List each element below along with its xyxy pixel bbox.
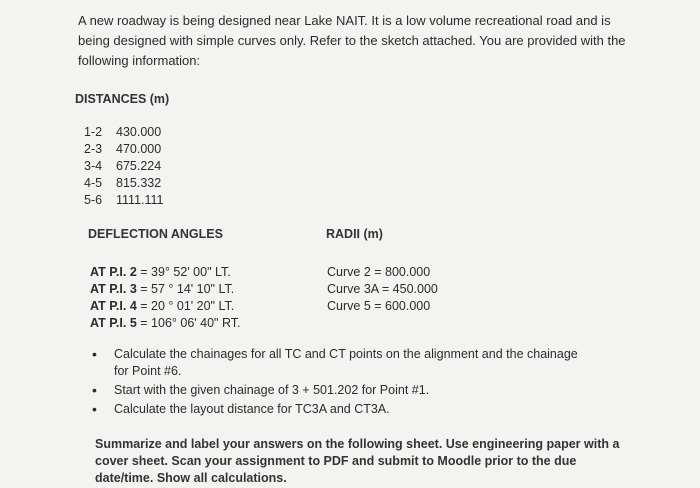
segment-label: 5-6	[84, 193, 103, 207]
pi-label: AT P.I. 3	[90, 282, 137, 296]
deflection-angle-row	[90, 299, 234, 313]
pi-label: AT P.I. 4	[90, 299, 137, 313]
deflection-angle-row	[90, 316, 240, 330]
segment-label: 3-4	[84, 159, 103, 173]
deflection-angle-row	[90, 282, 234, 296]
curve-radius: Curve 2 = 800.000	[327, 265, 431, 279]
pi-angle: = 106° 06' 40" RT.	[140, 316, 241, 330]
segment-label: 4-5	[84, 176, 103, 190]
segment-label: 1-2	[84, 125, 103, 139]
pi-angle: = 39° 52' 00" LT.	[140, 265, 231, 279]
pi-angle: = 20 ° 01' 20" LT.	[140, 299, 235, 313]
distance-row	[84, 176, 161, 190]
summary-instructions: Summarize and label your answers on the following sheet. Use engineering paper with a cover sheet. Scan your assignment to PDF and submit to Moodle prior to the due date/time. Show all calculations.	[95, 437, 620, 485]
pi-angle: = 57 ° 14' 10" LT.	[140, 282, 235, 296]
curve-radius: Curve 5 = 600.000	[327, 299, 431, 313]
distance-row	[84, 159, 161, 173]
pi-label: AT P.I. 2	[90, 265, 137, 279]
segment-label: 2-3	[84, 142, 103, 156]
segment-distance: 815.332	[116, 176, 162, 190]
task-item	[92, 346, 592, 380]
task-text: Calculate the layout distance for TC3A and CT3A.	[114, 402, 390, 416]
radii-heading: RADII (m)	[326, 227, 383, 241]
distance-row	[84, 142, 161, 156]
bullet-icon: •	[92, 382, 97, 398]
deflection-angles-heading: DEFLECTION ANGLES	[88, 227, 223, 241]
task-text: Calculate the chainages for all TC and CT points on the alignment and the chainage for Point #6.	[114, 347, 578, 378]
distance-row	[84, 125, 161, 139]
task-item	[92, 401, 592, 418]
bullet-icon: •	[92, 346, 97, 362]
distance-row	[84, 193, 164, 207]
intro-paragraph: A new roadway is being designed near Lake NAIT. It is a low volume recreational road and is being designed with simple curves only. Refer to the sketch attached. You are provided with the following information:	[78, 13, 626, 68]
task-list	[92, 346, 592, 420]
segment-distance: 675.224	[116, 159, 162, 173]
segment-distance: 470.000	[116, 142, 162, 156]
bullet-icon: •	[92, 401, 97, 417]
segment-distance: 1111.111	[116, 193, 164, 207]
pi-label: AT P.I. 5	[90, 316, 137, 330]
task-item	[92, 382, 592, 399]
distances-heading: DISTANCES (m)	[75, 92, 170, 106]
curve-radius: Curve 3A = 450.000	[327, 282, 438, 296]
task-text: Start with the given chainage of 3 + 501.202 for Point #1.	[114, 383, 430, 397]
segment-distance: 430.000	[116, 125, 162, 139]
deflection-angle-row	[90, 265, 231, 279]
